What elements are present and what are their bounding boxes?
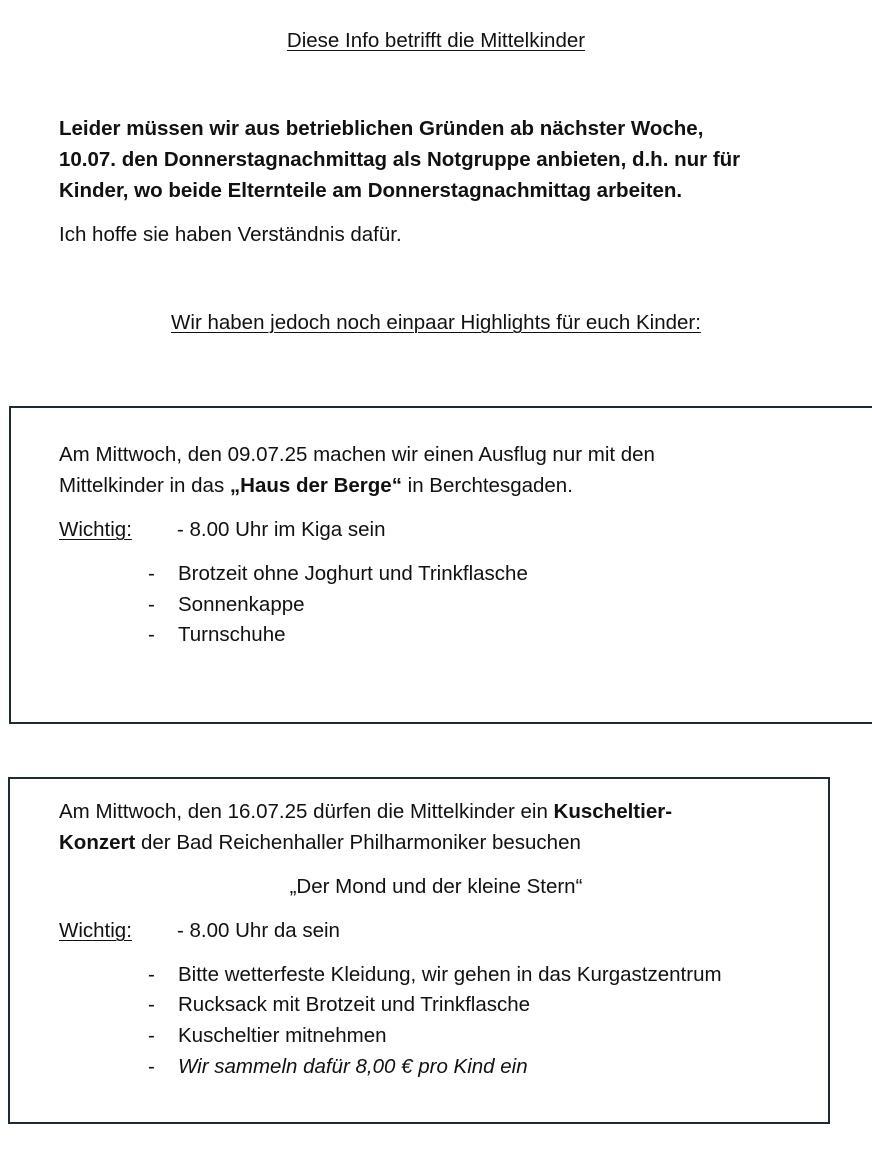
event2-list-item: Kuscheltier mitnehmen — [178, 1024, 387, 1047]
event1-bullet-dash: - — [148, 623, 155, 646]
event1-line-2 — [59, 470, 655, 501]
event1-line-2-pre: Mittelkinder in das — [59, 474, 230, 497]
event1-important-label: Wichtig: — [59, 518, 132, 541]
event1-line-2-post: in Berchtesgaden. — [401, 474, 573, 497]
event2-concert-name-b: Konzert — [59, 831, 136, 854]
event2-subtitle: „Der Mond und der kleine Stern“ — [289, 875, 583, 898]
highlights-heading: Wir haben jedoch noch einpaar Highlights für euch Kinder: — [171, 311, 701, 334]
event2-list-item: Wir sammeln dafür 8,00 € pro Kind ein — [178, 1055, 528, 1078]
notice-line-3: Kinder, wo beide Elternteile am Donnerstagnachmittag arbeiten. — [59, 179, 683, 202]
event1-bullet-dash: - — [148, 593, 155, 616]
page-title: Diese Info betrifft die Mittelkinder — [286, 29, 586, 52]
event2-list-item: Bitte wetterfeste Kleidung, wir gehen in das Kurgastzentrum — [178, 963, 722, 986]
event2-bullet-dash: - — [148, 963, 155, 986]
notice-paragraph — [59, 113, 740, 206]
event2-line-2 — [59, 827, 672, 858]
event2-bullet-dash: - — [148, 993, 155, 1016]
event2-line-1-pre: Am Mittwoch, den 16.07.25 dürfen die Mittelkinder ein — [59, 800, 554, 823]
event2-line-1 — [59, 796, 672, 827]
event1-list-item: Turnschuhe — [178, 623, 286, 646]
event2-first-item: - 8.00 Uhr da sein — [177, 919, 340, 942]
event1-description — [59, 439, 655, 501]
event1-location: „Haus der Berge“ — [229, 474, 402, 497]
event2-description — [59, 796, 672, 858]
event1-bullet-dash: - — [148, 562, 155, 585]
event2-bullet-dash: - — [148, 1055, 155, 1078]
event1-first-item: - 8.00 Uhr im Kiga sein — [177, 518, 386, 541]
event1-line-1: Am Mittwoch, den 09.07.25 machen wir einen Ausflug nur mit den — [59, 443, 655, 466]
event2-line-2-post: der Bad Reichenhaller Philharmoniker besuchen — [135, 831, 581, 854]
notice-line-1: Leider müssen wir aus betrieblichen Gründen ab nächster Woche, — [59, 117, 704, 140]
event2-concert-name-a: Kuscheltier- — [553, 800, 673, 823]
event1-list-item: Sonnenkappe — [178, 593, 305, 616]
event2-important-label: Wichtig: — [59, 919, 132, 942]
notice-line-2: 10.07. den Donnerstagnachmittag als Notgruppe anbieten, d.h. nur für — [59, 148, 741, 171]
event2-bullet-dash: - — [148, 1024, 155, 1047]
event1-list-item: Brotzeit ohne Joghurt und Trinkflasche — [178, 562, 528, 585]
understanding-text: Ich hoffe sie haben Verständnis dafür. — [59, 223, 402, 246]
event2-list-item: Rucksack mit Brotzeit und Trinkflasche — [178, 993, 531, 1016]
